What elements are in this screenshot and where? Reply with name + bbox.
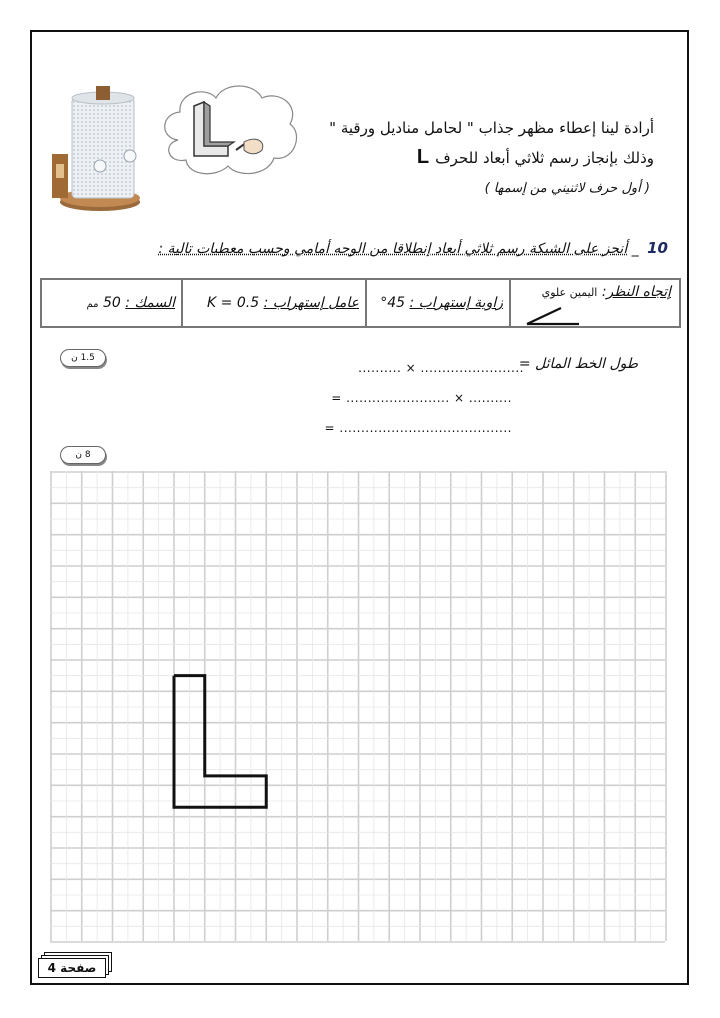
- view-direction-arrow-icon: [525, 304, 581, 326]
- intro-line-2: [417, 146, 654, 169]
- oblique-length-label: طول الخط المائل =: [518, 356, 638, 372]
- thickness-value: 50: [103, 295, 121, 311]
- factor-value: K = 0.5: [207, 295, 260, 311]
- angle-cell: [366, 279, 510, 327]
- drawing-grid[interactable]: [50, 471, 670, 943]
- factor-cell: [182, 279, 366, 327]
- calc-row-3: = ........................................: [324, 421, 512, 435]
- grid-points-badge: 8 ن: [60, 446, 106, 464]
- task-dash: _: [631, 241, 639, 257]
- intro-line-3: ( أول حرف لاثنيني من إسمها ): [484, 181, 650, 196]
- calc-row-2: = ........................ × ..........: [331, 391, 512, 405]
- letter-l-cloud-image: [158, 80, 302, 180]
- thickness-label: السمك :: [125, 295, 175, 311]
- task-number: 10: [647, 239, 668, 257]
- intro-line-1: أرادة لينا إعطاء مظهر جذاب " لحامل مناديل ورقية ": [329, 119, 654, 137]
- thickness-unit: مم: [86, 299, 99, 310]
- page-number: صفحة 4: [47, 961, 97, 975]
- angle-label: زاوية إستهراب :: [409, 295, 503, 311]
- grid-lines: [50, 471, 666, 942]
- view-direction-value: اليمين علوي: [541, 286, 598, 299]
- factor-label: عامل إستهراب :: [263, 295, 359, 311]
- paper-towel-holder-image: [48, 84, 140, 220]
- view-direction-cell: إتجاه النظر: اليمين علوي: [510, 279, 680, 327]
- page-number-tab: [38, 958, 108, 980]
- task-text: أنجز على الشبكة رسم ثلاثي أبعاد إنطلاقا من الوجه أمامي وحسب معطيات تالية :: [158, 241, 628, 257]
- view-direction-label: إتجاه النظر: [606, 284, 671, 300]
- thickness-cell: [41, 279, 182, 327]
- task-instruction: [158, 239, 668, 257]
- angle-value: 45°: [380, 295, 406, 311]
- calc-row-1: .......... × ........................: [358, 361, 524, 375]
- calc-points-badge: 1.5 ن: [60, 349, 106, 367]
- drawing-parameters-table: [40, 278, 681, 328]
- intro-line-2-text: وذلك بإنجاز رسم ثلاثي أبعاد للحرف: [435, 149, 654, 167]
- letter-l: L: [416, 146, 430, 168]
